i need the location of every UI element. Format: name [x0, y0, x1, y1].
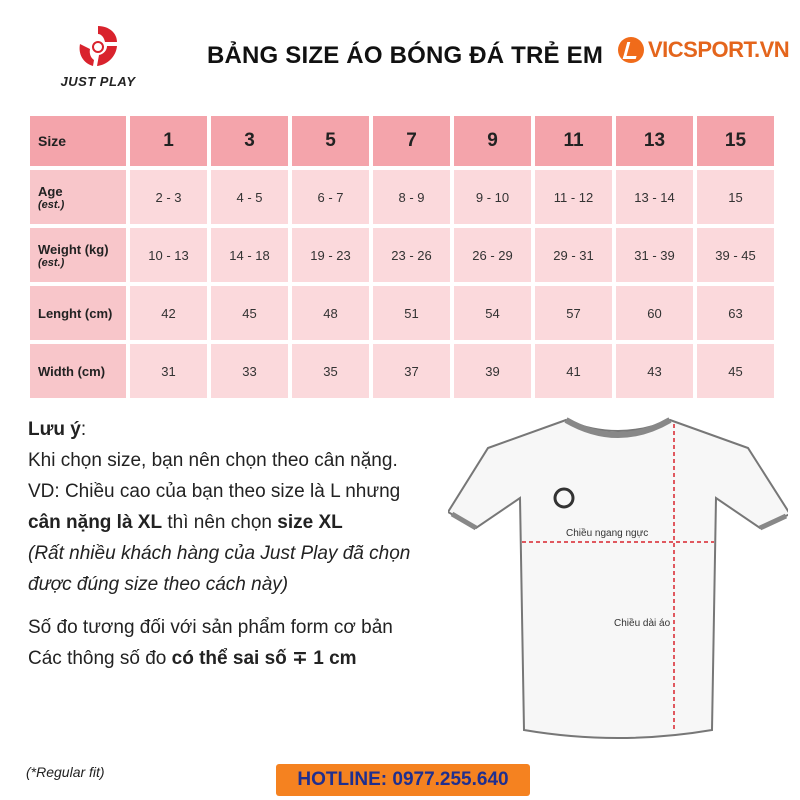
table-cell: 31	[130, 344, 207, 398]
table-cell: 2 - 3	[130, 170, 207, 224]
table-cell: 41	[535, 344, 612, 398]
just-play-logo	[52, 22, 144, 94]
table-cell: 48	[292, 286, 369, 340]
row-label-weight	[30, 228, 126, 282]
table-cell: 39	[454, 344, 531, 398]
note-line: Khi chọn size, bạn nên chọn theo cân nặng.	[28, 450, 398, 471]
size-header-label: Size	[30, 116, 126, 166]
table-cell: 35	[292, 344, 369, 398]
table-cell: 43	[616, 344, 693, 398]
row-title: Width (cm)	[38, 363, 106, 379]
row-label-length	[30, 286, 126, 340]
row-title: Age	[38, 183, 63, 199]
row-label-age	[30, 170, 126, 224]
table-cell: 23 - 26	[373, 228, 450, 282]
table-cell: 15	[697, 170, 774, 224]
table-cell: 11 - 12	[535, 170, 612, 224]
table-cell: 51	[373, 286, 450, 340]
note-line: VD: Chiều cao của bạn theo size là L nhưng	[28, 481, 401, 502]
notes-section	[28, 414, 468, 674]
table-cell: 8 - 9	[373, 170, 450, 224]
shirt-length-label: Chiều dài áo	[614, 618, 671, 629]
table-row-age	[30, 170, 774, 224]
note-line: được đúng size theo cách này)	[28, 574, 289, 595]
table-cell: 6 - 7	[292, 170, 369, 224]
row-subtitle: (est.)	[38, 256, 65, 269]
table-cell: 9 - 10	[454, 170, 531, 224]
table-cell: 26 - 29	[454, 228, 531, 282]
note-line	[28, 507, 468, 538]
table-cell: 57	[535, 286, 612, 340]
table-cell: 54	[454, 286, 531, 340]
table-cell: 63	[697, 286, 774, 340]
table-cell: 10 - 13	[130, 228, 207, 282]
page-title: BẢNG SIZE ÁO BÓNG ĐÁ TRẺ EM	[206, 42, 604, 69]
notes-heading-line	[28, 414, 468, 445]
notes-colon: :	[80, 419, 87, 440]
table-cell: 19 - 23	[292, 228, 369, 282]
row-title: Weight (kg)	[38, 241, 109, 257]
table-cell: 13 - 14	[616, 170, 693, 224]
table-cell: 37	[373, 344, 450, 398]
vicsport-logo	[618, 34, 789, 66]
note-line: (Rất nhiều khách hàng của Just Play đã chọn	[28, 543, 411, 564]
table-cell: 33	[211, 344, 288, 398]
row-title: Lenght (cm)	[38, 305, 113, 321]
table-cell: 60	[616, 286, 693, 340]
table-row-length	[30, 286, 774, 340]
table-cell: 29 - 31	[535, 228, 612, 282]
table-cell: 31 - 39	[616, 228, 693, 282]
size-cell: 15	[697, 116, 774, 166]
ball-logo-icon	[618, 37, 644, 63]
note-emphasis: cân nặng là XL	[28, 512, 163, 533]
note-line	[28, 643, 468, 674]
size-cell: 9	[454, 116, 531, 166]
note-text: thì nên chọn	[162, 512, 278, 533]
row-label-width	[30, 344, 126, 398]
size-cell: 13	[616, 116, 693, 166]
table-row-width	[30, 344, 774, 398]
size-cell: 3	[211, 116, 288, 166]
regular-fit-note: (*Regular fit)	[26, 764, 105, 780]
size-cell: 5	[292, 116, 369, 166]
site-name: VICSPORT.VN	[648, 37, 790, 62]
note-text: Các thông số đo	[28, 648, 172, 669]
chest-width-label: Chiều ngang ngực	[566, 528, 649, 539]
table-row-weight	[30, 228, 774, 282]
note-emphasis: có thể sai số ∓ 1 cm	[171, 648, 357, 669]
shirt-outline	[448, 420, 788, 738]
size-cell: 11	[535, 116, 612, 166]
table-cell: 45	[211, 286, 288, 340]
table-cell: 42	[130, 286, 207, 340]
table-cell: 14 - 18	[211, 228, 288, 282]
notes-heading: Lưu ý	[28, 419, 81, 440]
note-line: Số đo tương đối với sản phẩm form cơ bản	[28, 617, 393, 638]
table-cell: 39 - 45	[697, 228, 774, 282]
size-table	[26, 112, 778, 402]
brand-name: JUST PLAY	[60, 74, 136, 89]
size-header-row	[30, 116, 774, 166]
triskelion-logo-icon	[73, 22, 123, 72]
table-cell: 45	[697, 344, 774, 398]
table-cell: 4 - 5	[211, 170, 288, 224]
shirt-diagram	[448, 402, 788, 756]
size-cell: 1	[130, 116, 207, 166]
size-cell: 7	[373, 116, 450, 166]
note-emphasis: size XL	[277, 512, 343, 533]
row-subtitle: (est.)	[38, 198, 65, 211]
hotline-banner[interactable]: HOTLINE: 0977.255.640	[276, 764, 530, 796]
